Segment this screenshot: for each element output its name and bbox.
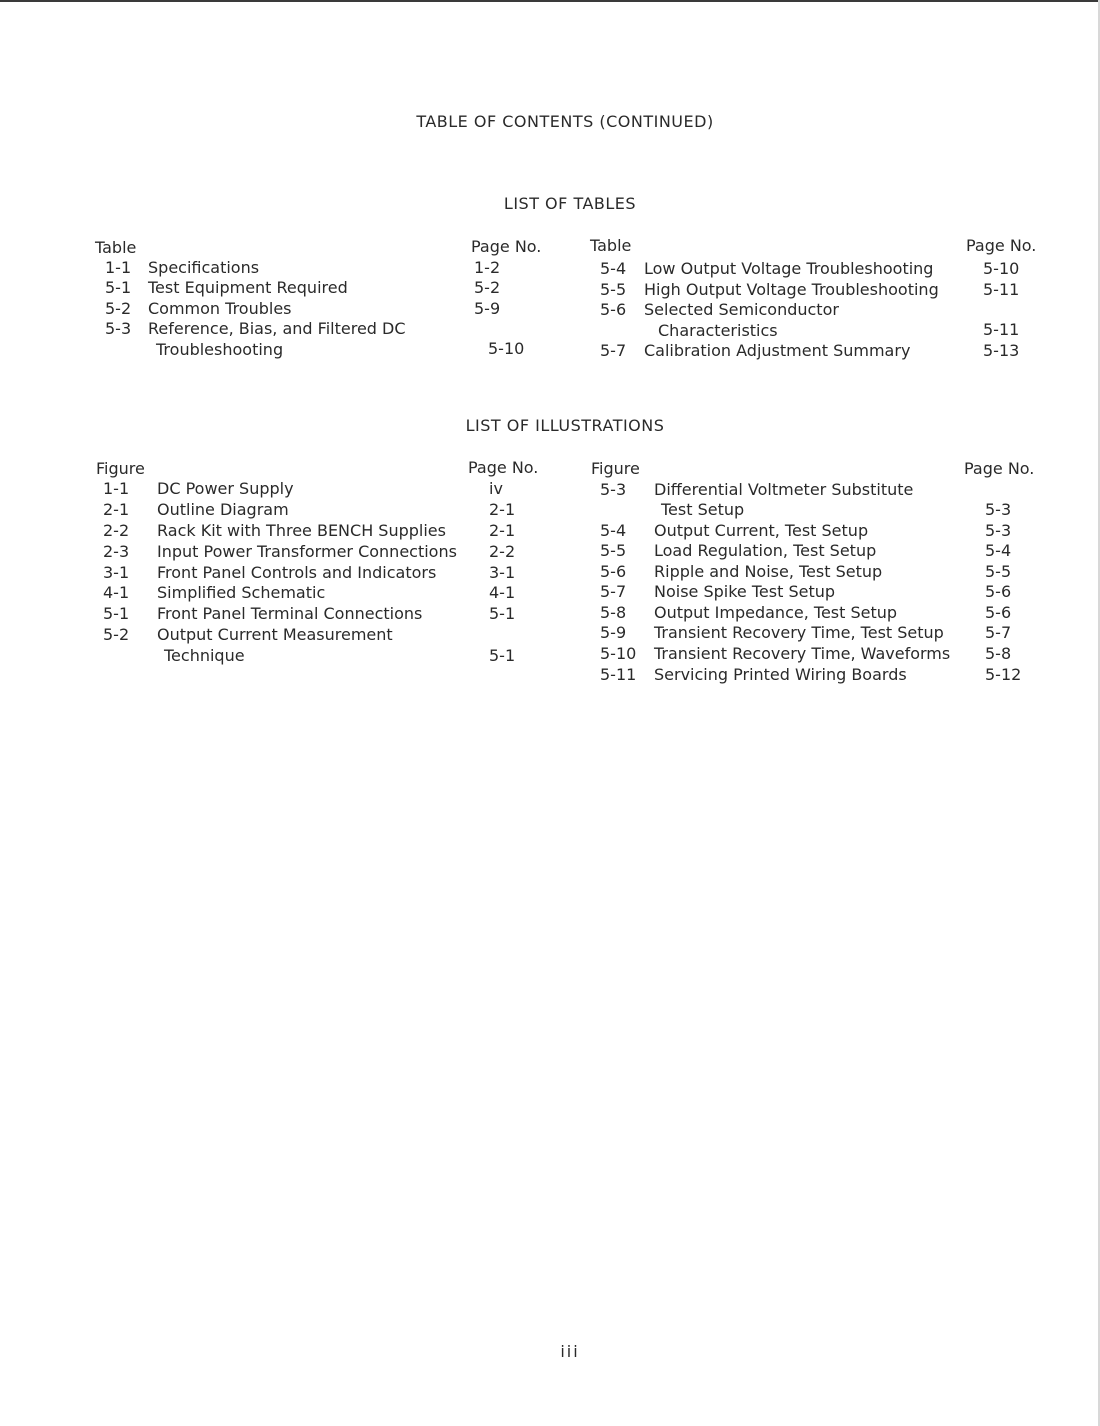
table-title: Selected Semiconductor (644, 300, 839, 319)
figure-number: 5-4 (600, 521, 627, 540)
figure-page: 5-7 (985, 623, 1012, 642)
figure-title-continued: Technique (164, 646, 245, 665)
figure-page: 5-8 (985, 644, 1012, 663)
figure-number: 5-6 (600, 562, 627, 581)
list-item (105, 319, 535, 361)
figures-left-page-label: Page No. (468, 458, 539, 477)
tables-left-page-label: Page No. (471, 237, 542, 256)
figure-number: 5-9 (600, 623, 627, 642)
list-item (103, 521, 533, 541)
table-title-continued: Characteristics (658, 321, 778, 340)
table-number: 5-1 (105, 278, 132, 297)
figure-title: Differential Voltmeter Substitute (654, 480, 914, 499)
figure-number: 2-3 (103, 542, 130, 561)
figure-title: Input Power Transformer Connections (157, 542, 457, 561)
figure-number: 5-3 (600, 480, 627, 499)
figure-number: 5-7 (600, 582, 627, 601)
tables-left-col-label: Table (95, 238, 137, 257)
table-title: High Output Voltage Troubleshooting (644, 280, 939, 299)
table-page: 1-2 (474, 258, 501, 277)
list-item (105, 299, 535, 319)
list-item (600, 541, 1040, 561)
list-item (600, 623, 1040, 643)
figure-number: 5-2 (103, 625, 130, 644)
list-item (600, 480, 1040, 522)
figure-title: Load Regulation, Test Setup (654, 541, 877, 560)
tables-right-page-label: Page No. (966, 236, 1037, 255)
figure-number: 5-11 (600, 665, 637, 684)
list-item (103, 479, 533, 499)
list-item (103, 563, 533, 583)
list-item (600, 562, 1040, 582)
figure-title: Simplified Schematic (157, 583, 326, 602)
page-number: iii (560, 1342, 580, 1361)
list-item (600, 644, 1040, 664)
table-title: Test Equipment Required (148, 278, 348, 297)
table-title: Low Output Voltage Troubleshooting (644, 259, 934, 278)
figure-number: 4-1 (103, 583, 130, 602)
page-top-edge (0, 0, 1100, 2)
table-title: Common Troubles (148, 299, 292, 318)
list-item (600, 582, 1040, 602)
figure-title: Output Impedance, Test Setup (654, 603, 898, 622)
list-item (600, 300, 1040, 342)
figure-title-continued: Test Setup (661, 500, 745, 519)
list-item (103, 625, 533, 667)
toc-title: TABLE OF CONTENTS (CONTINUED) (416, 112, 714, 131)
list-item (105, 278, 535, 298)
figure-title: Outline Diagram (157, 500, 289, 519)
table-page: 5-10 (488, 339, 525, 358)
figure-number: 5-5 (600, 541, 627, 560)
list-item (600, 665, 1040, 685)
figure-page: 4-1 (489, 583, 516, 602)
figure-page: 3-1 (489, 563, 516, 582)
figure-page: 5-4 (985, 541, 1012, 560)
table-page: 5-10 (983, 259, 1020, 278)
figure-page: 5-1 (489, 604, 516, 623)
table-title: Reference, Bias, and Filtered DC (148, 319, 406, 338)
figure-number: 5-1 (103, 604, 130, 623)
figure-title: Output Current Measurement (157, 625, 393, 644)
table-page: 5-11 (983, 320, 1020, 339)
figure-page: 5-6 (985, 603, 1012, 622)
figure-number: 5-10 (600, 644, 637, 663)
table-number: 5-6 (600, 300, 627, 319)
table-number: 5-4 (600, 259, 627, 278)
list-of-tables-title: LIST OF TABLES (503, 194, 637, 213)
figures-right-col-label: Figure (591, 459, 640, 478)
figure-title: Servicing Printed Wiring Boards (654, 665, 907, 684)
table-page: 5-11 (983, 280, 1020, 299)
figure-title: Ripple and Noise, Test Setup (654, 562, 883, 581)
list-item (600, 259, 1040, 279)
figure-number: 2-2 (103, 521, 130, 540)
figure-title: DC Power Supply (157, 479, 294, 498)
list-item (103, 542, 533, 562)
table-page: 5-9 (474, 299, 501, 318)
table-page: 5-13 (983, 341, 1020, 360)
figure-title: Transient Recovery Time, Waveforms (654, 644, 951, 663)
table-number: 5-5 (600, 280, 627, 299)
figure-title: Rack Kit with Three BENCH Supplies (157, 521, 446, 540)
table-number: 5-3 (105, 319, 132, 338)
tables-right-col-label: Table (590, 236, 632, 255)
figure-page: 5-1 (489, 646, 516, 665)
table-page: 5-2 (474, 278, 501, 297)
list-item (103, 500, 533, 520)
figure-page: 5-3 (985, 500, 1012, 519)
table-number: 5-7 (600, 341, 627, 360)
figure-number: 2-1 (103, 500, 130, 519)
figure-number: 3-1 (103, 563, 130, 582)
list-item (600, 341, 1040, 361)
table-title-continued: Troubleshooting (156, 340, 284, 359)
figures-left-col-label: Figure (96, 459, 145, 478)
figure-number: 1-1 (103, 479, 130, 498)
table-title: Specifications (148, 258, 260, 277)
table-number: 1-1 (105, 258, 132, 277)
figure-title: Noise Spike Test Setup (654, 582, 836, 601)
figure-title: Transient Recovery Time, Test Setup (654, 623, 944, 642)
figure-title: Front Panel Terminal Connections (157, 604, 423, 623)
figure-number: 5-8 (600, 603, 627, 622)
table-title: Calibration Adjustment Summary (644, 341, 911, 360)
figures-right-page-label: Page No. (964, 459, 1035, 478)
figure-page: 5-5 (985, 562, 1012, 581)
figure-page: 5-6 (985, 582, 1012, 601)
figure-page: 5-3 (985, 521, 1012, 540)
list-item (600, 280, 1040, 300)
list-item (103, 604, 533, 624)
list-item (103, 583, 533, 603)
figure-title: Front Panel Controls and Indicators (157, 563, 437, 582)
figure-page: 5-12 (985, 665, 1022, 684)
list-of-illustrations-title: LIST OF ILLUSTRATIONS (465, 416, 665, 435)
figure-page: 2-2 (489, 542, 516, 561)
table-number: 5-2 (105, 299, 132, 318)
list-item (600, 603, 1040, 623)
figure-page: iv (489, 479, 503, 498)
figure-page: 2-1 (489, 500, 516, 519)
figure-title: Output Current, Test Setup (654, 521, 869, 540)
list-item (600, 521, 1040, 541)
figure-page: 2-1 (489, 521, 516, 540)
list-item (105, 258, 535, 278)
